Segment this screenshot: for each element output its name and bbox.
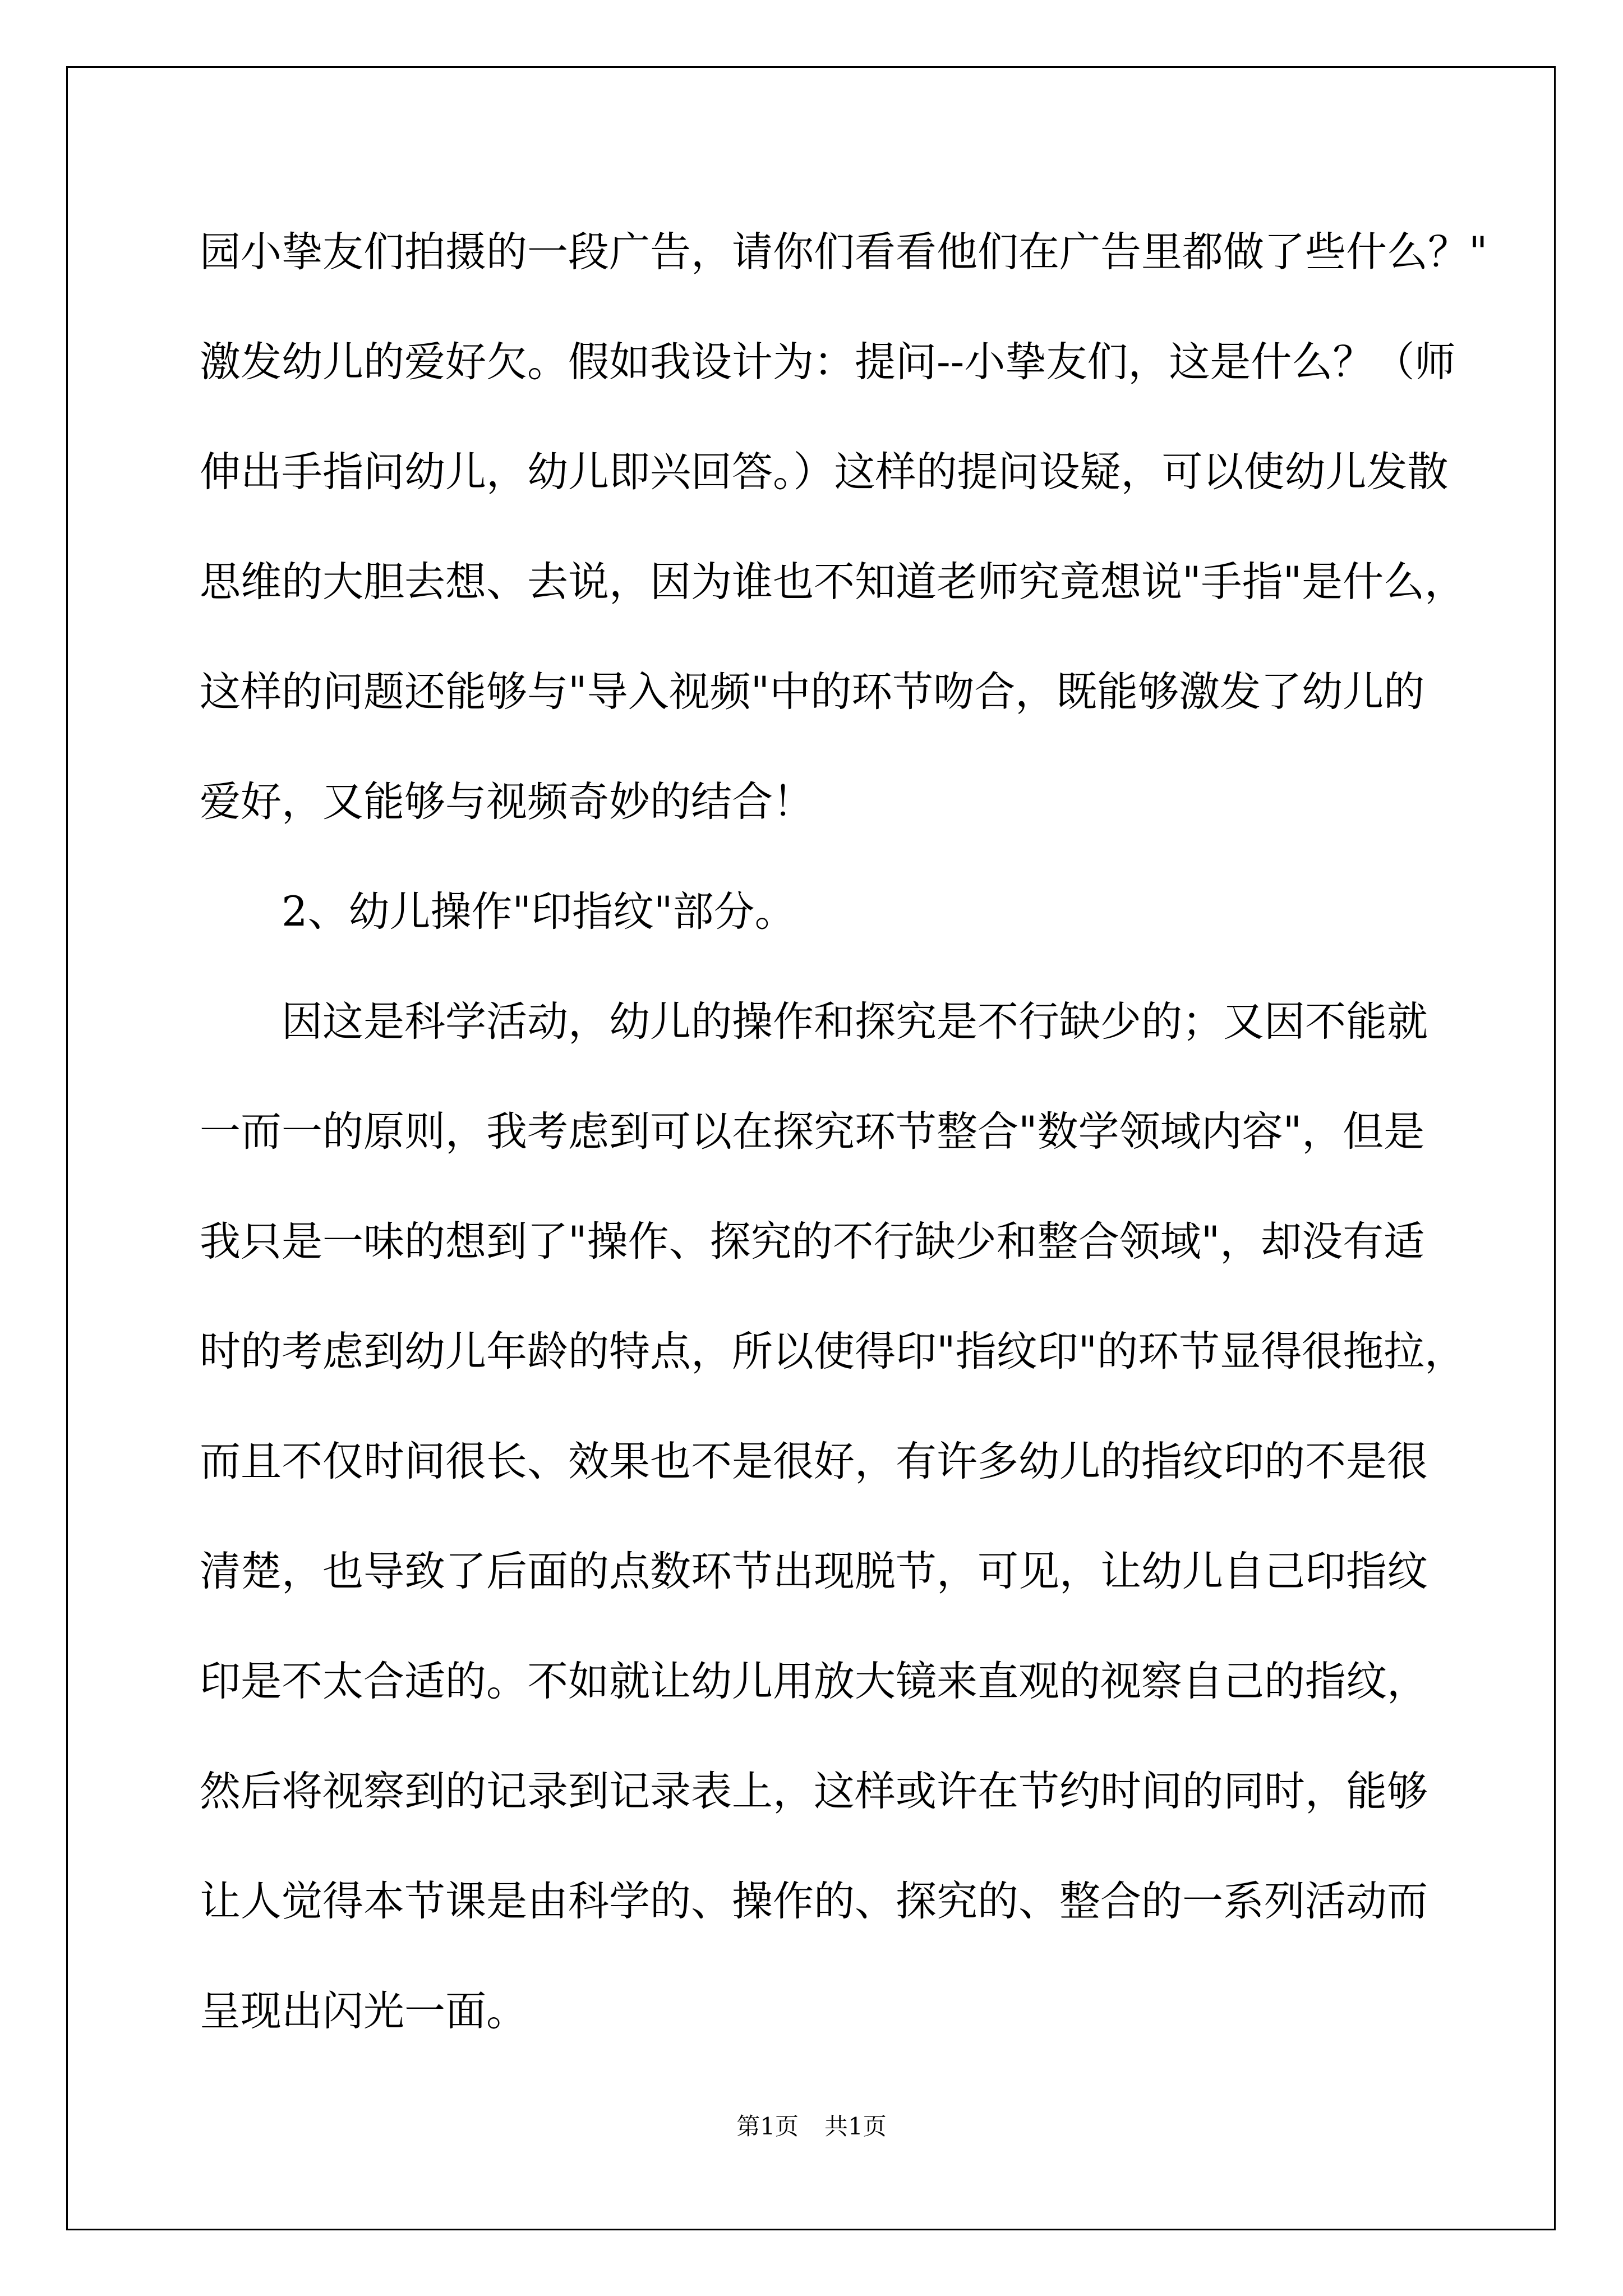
text-line: 这样的问题还能够与"导入视频"中的环节吻合，既能够激发了幼儿的 [200, 668, 1425, 716]
text-line: 激发幼儿的爱好欠。假如我设计为：提问--小挚友们，这是什么？（师 [200, 338, 1456, 386]
text-line: 而且不仅时间很长、效果也不是很好，有许多幼儿的指纹印的不是很 [200, 1438, 1428, 1485]
text-line: 印是不太合适的。不如就让幼儿用放大镜来直观的视察自己的指纹， [200, 1658, 1428, 1705]
text-line: 园小挚友们拍摄的一段广告，请你们看看他们在广告里都做了些什么？" [200, 228, 1488, 276]
text-line: 让人觉得本节课是由科学的、操作的、探究的、整合的一系列活动而 [200, 1878, 1428, 1925]
section-heading: 2、幼儿操作"印指纹"部分。 [282, 888, 796, 936]
text-line: 时的考虑到幼儿年龄的特点，所以使得印"指纹印"的环节显得很拖拉， [200, 1328, 1466, 1375]
page-number: 第1页 [736, 2113, 799, 2140]
page-total: 共1页 [824, 2113, 887, 2140]
text-line: 呈现出闪光一面。 [200, 1987, 527, 2035]
text-line: 清楚，也导致了后面的点数环节出现脱节，可见，让幼儿自己印指纹 [200, 1548, 1428, 1595]
document-body [200, 213, 1490, 2082]
text-line: 一而一的原则，我考虑到可以在探究环节整合"数学领域内容"，但是 [200, 1108, 1425, 1156]
text-line: 思维的大胆去想、去说，因为谁也不知道老师究竟想说"手指"是什么， [200, 558, 1466, 606]
page-footer [0, 2108, 1623, 2142]
text-line: 伸出手指问幼儿，幼儿即兴回答。）这样的提问设疑，可以使幼儿发散 [200, 448, 1449, 496]
text-line: 因这是科学活动，幼儿的操作和探究是不行缺少的；又因不能就 [282, 998, 1428, 1046]
text-line: 爱好，又能够与视频奇妙的结合！ [200, 778, 814, 826]
text-line: 我只是一味的想到了"操作、探究的不行缺少和整合领域"，却没有适 [200, 1218, 1425, 1266]
text-line: 然后将视察到的记录到记录表上，这样或许在节约时间的同时，能够 [200, 1768, 1428, 1815]
